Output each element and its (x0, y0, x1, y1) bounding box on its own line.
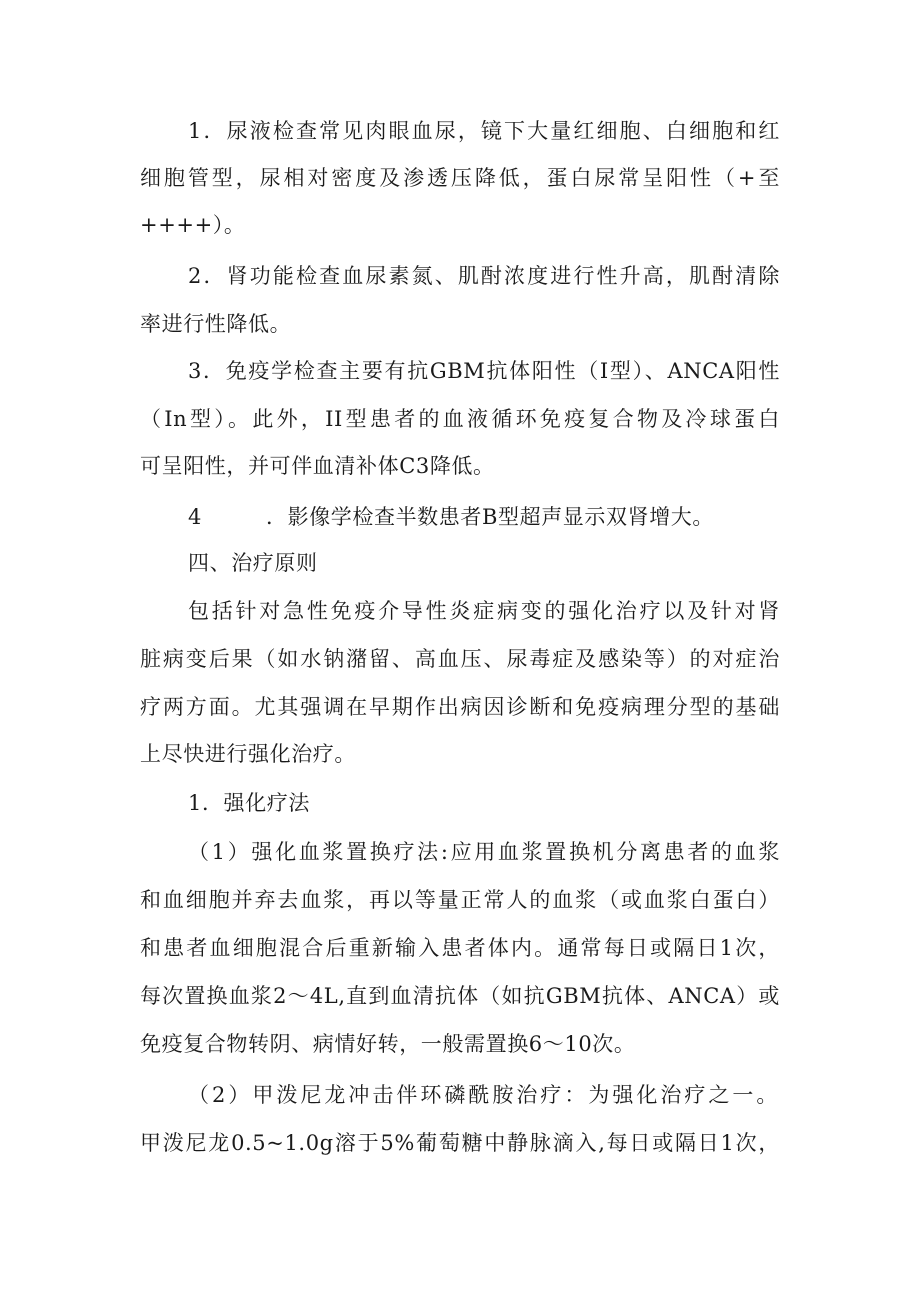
text-line: 包括针对急性免疫介导性炎症病变的强化治疗以及针对肾 (188, 599, 780, 623)
text-line: （2）甲泼尼龙冲击伴环磷酰胺治疗：为强化治疗之一。 (188, 1083, 778, 1107)
text-line: 每次置换血浆2～4L,直到血清抗体（如抗GBM抗体、ANCA）或 (140, 984, 780, 1008)
text-line: 上尽快进行强化治疗。 (140, 742, 356, 766)
section-heading: 四、治疗原则 (188, 551, 318, 575)
text-line: 和血细胞并弃去血浆，再以等量正常人的血浆（或血浆白蛋白） (140, 888, 780, 912)
text-line: 2．肾功能检查血尿素氮、肌酎浓度进行性升高，肌酎清除 (188, 264, 780, 288)
text-line: 1．尿液检查常见肉眼血尿，镜下大量红细胞、白细胞和红 (188, 119, 780, 143)
list-number: 4 (188, 505, 202, 529)
text-line: 细胞管型，尿相对密度及渗透压降低，蛋白尿常呈阳性（+至 (140, 166, 780, 190)
text-line: 免疫复合物转阴、病情好转，一般需置换6～10次。 (140, 1032, 636, 1056)
text-line: （In型）。此外，II型患者的血液循环免疫复合物及冷球蛋白 (140, 407, 780, 431)
list-text: ．影像学检查半数患者B型超声显示双肾增大。 (265, 505, 714, 529)
text-line: （1）强化血浆置换疗法:应用血浆置换机分离患者的血浆 (188, 840, 780, 864)
text-line: 率进行性降低。 (140, 312, 292, 336)
text-line: 脏病变后果（如水钠潴留、高血压、尿毒症及感染等）的对症治 (140, 647, 780, 671)
text-line: 疗两方面。尤其强调在早期作出病因诊断和免疫病理分型的基础 (140, 695, 780, 719)
text-line: 3．免疫学检查主要有抗GBM抗体阳性（I型）、ANCA阳性 (188, 359, 780, 383)
text-line (188, 503, 780, 531)
text-line: 和患者血细胞混合后重新输入患者体内。通常每日或隔日1次， (140, 936, 780, 960)
text-line: 甲泼尼龙0.5~1.0g溶于5%葡萄糖中静脉滴入,每日或隔日1次， (140, 1131, 780, 1155)
text-line: 可呈阳性，并可伴血清补体C3降低。 (140, 454, 495, 478)
subsection-heading: 1．强化疗法 (188, 791, 310, 815)
text-line: ++++）。 (140, 213, 246, 237)
